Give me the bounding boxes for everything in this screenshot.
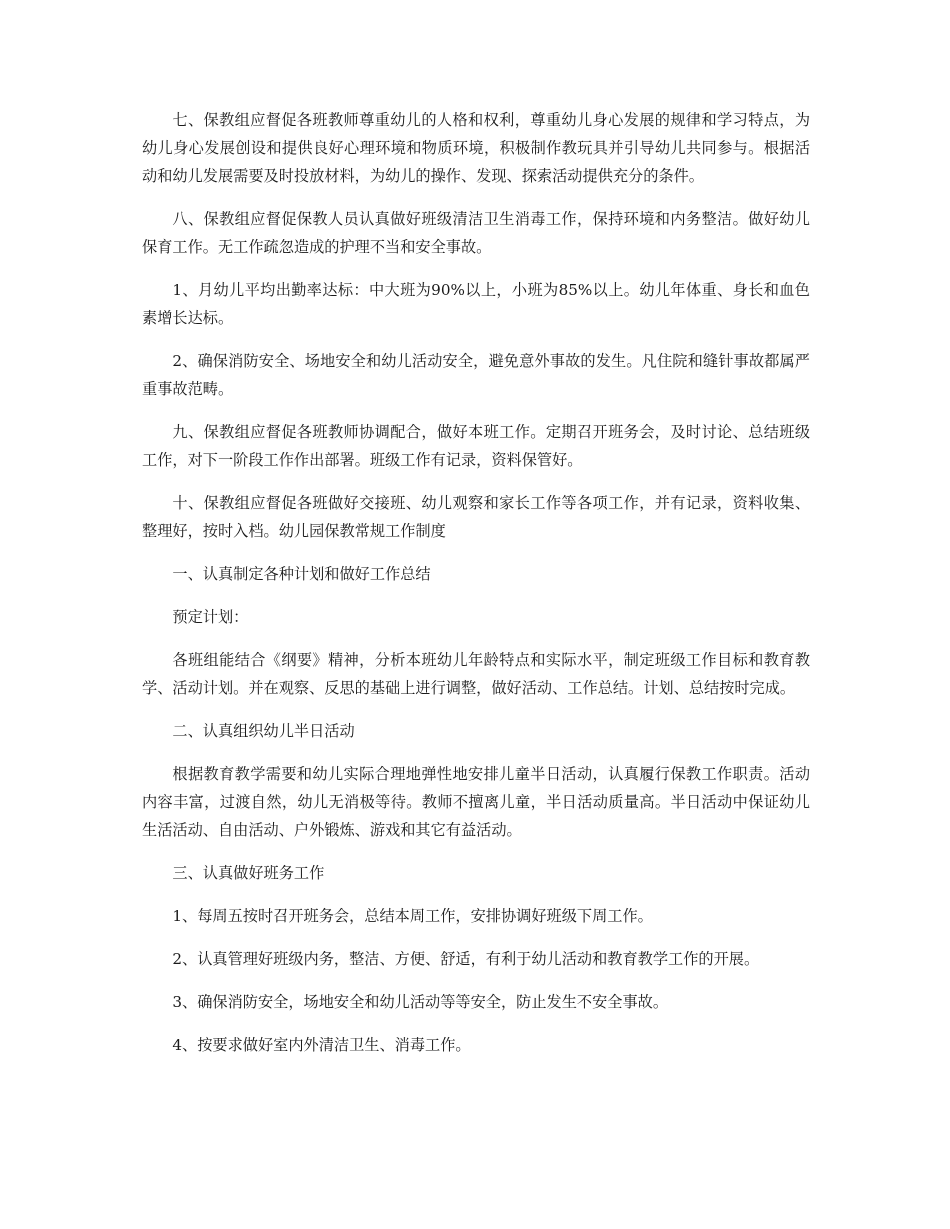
heading-class-affairs: 三、认真做好班务工作	[172, 864, 325, 882]
heading-half-day-activities: 二、认真组织幼儿半日活动	[172, 722, 355, 740]
document-page	[142, 106, 810, 1074]
heading-plans-summary: 一、认真制定各种计划和做好工作总结	[172, 565, 431, 583]
paragraph-9-coordination: 九、保教组应督促各班教师协调配合，做好本班工作。定期召开班务会，及时讨论、总结班级工作，对下一阶段工作作出部署。班级工作有记录，资料保管好。	[142, 423, 810, 469]
paragraph-10-handover: 十、保教组应督促各班做好交接班、幼儿观察和家长工作等各项工作，并有记录，资料收集、整理好，按时入档。幼儿园保教常规工作制度	[142, 494, 810, 540]
paragraph-8-hygiene: 八、保教组应督促保教人员认真做好班级清洁卫生消毒工作，保持环境和内务整洁。做好幼儿保育工作。无工作疏忽造成的护理不当和安全事故。	[142, 210, 810, 256]
list-item-weekly-meeting: 1、每周五按时召开班务会，总结本周工作，安排协调好班级下周工作。	[172, 907, 653, 925]
list-item-class-management: 2、认真管理好班级内务，整洁、方便、舒适，有利于幼儿活动和教育教学工作的开展。	[172, 950, 760, 968]
list-item-cleaning: 4、按要求做好室内外清洁卫生、消毒工作。	[172, 1036, 471, 1054]
heading-planned: 预定计划：	[172, 608, 249, 626]
paragraph-7-care-education: 七、保教组应督促各班教师尊重幼儿的人格和权利，尊重幼儿身心发展的规律和学习特点，为幼儿身心发展创设和提供良好心理环境和物质环境，积极制作教玩具并引导幼儿共同参与。根据活动和幼儿发展需要及时投放材料，为幼儿的操作、发现、探索活动提供充分的条件。	[142, 111, 810, 185]
paragraph-half-day-activities: 根据教育教学需要和幼儿实际合理地弹性地安排儿童半日活动，认真履行保教工作职责。活动内容丰富，过渡自然，幼儿无消极等待。教师不擅离儿童，半日活动质量高。半日活动中保证幼儿生活活动、自由活动、户外锻炼、游戏和其它有益活动。	[142, 765, 810, 839]
paragraph-attendance-rate: 1、月幼儿平均出勤率达标：中大班为90%以上，小班为85%以上。幼儿年体重、身长和血色素增长达标。	[142, 281, 810, 327]
list-item-fire-safety: 3、确保消防安全，场地安全和幼儿活动等等安全，防止发生不安全事故。	[172, 993, 669, 1011]
paragraph-safety: 2、确保消防安全、场地安全和幼儿活动安全，避免意外事故的发生。凡住院和缝针事故都属严重事故范畴。	[142, 352, 810, 398]
paragraph-class-plans: 各班组能结合《纲要》精神，分析本班幼儿年龄特点和实际水平，制定班级工作目标和教育教学、活动计划。并在观察、反思的基础上进行调整，做好活动、工作总结。计划、总结按时完成。	[142, 651, 810, 697]
